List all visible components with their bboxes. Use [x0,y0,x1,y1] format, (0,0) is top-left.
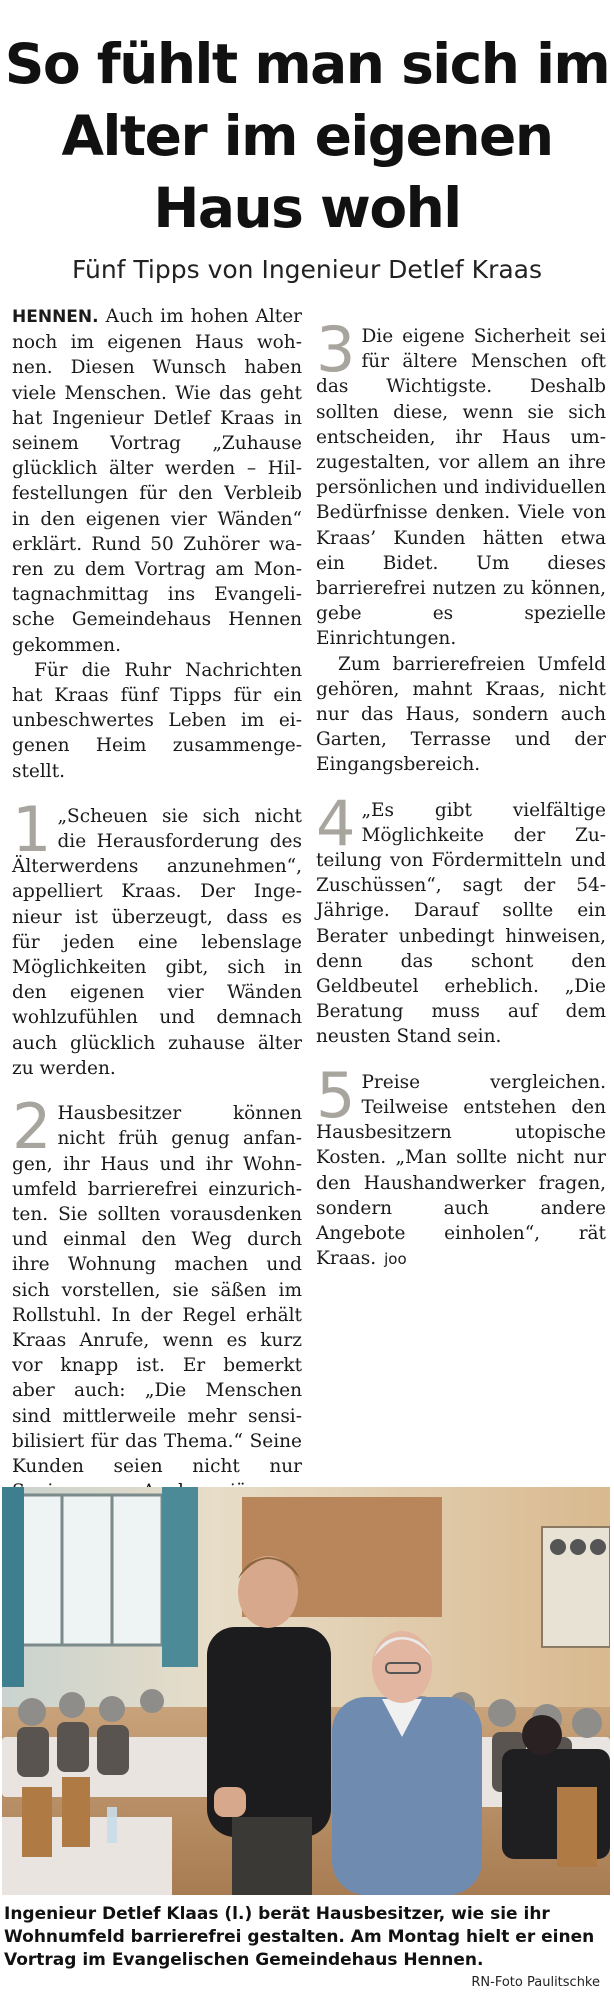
photo-illustration [2,1487,610,1895]
tip-3 [316,313,606,652]
subheadline: Fünf Tipps von Ingenieur Detlef Kraas [71,255,543,284]
author-initials: joo [384,1250,407,1269]
tip-3-text: Die eigene Sicherheit sei für ältere Menschen oft das Wichtigste. Deshalb sollten diese, wenn sie sich entscheiden, ihr Haus umzugestalten, vor allem an ihre persönlichen und individuellen Bedürfnisse denken. Viele von Kraas’ Kunden hätten etwa ein Bidet. Um dieses barrierefrei nutzen zu können, gebe es spezielle Einrichtungen. [316,326,606,650]
article-column-right [316,304,606,1272]
tip-1-text: „Scheuen sie sich nicht die Herausforderung des Älterwerdens anzunehmen“, appelliert Kraas. Der Ingenieur ist überzeugt, dass es für jeden eine lebenslage Möglichkeiten gibt, sich in den eigenen vier Wänden wohlzufühlen und demnach auch glücklich zuhause älter zu werden. [12,805,302,1079]
intro-paragraph [12,304,302,658]
tip-4-text: „Es gibt vielfältige Möglichkeite der Zuteilung von Fördermitteln und Zuschüssen“, sagt der 54-Jährige. Darauf sollte ein Berater unbedingt hinweisen, denn das schont den Geldbeutel erheblich. „Die Beratung muss auf dem neusten Stand sein. [316,799,606,1048]
tip-1 [12,792,302,1081]
photo-caption: Ingenieur Detlef Klaas (l.) berät Hausbesitzer, wie sie ihr Wohnumfeld barrierefrei gestalten. Am Montag hielt er einen Vortrag im Evangelischen Gemeindehaus Hennen. [4,1904,595,1970]
headline-line-1: So fühlt man sich im [4,32,610,96]
paragraph-2: Für die Ruhr Nachrichten hat Kraas fünf Tipps für ein unbeschwertes Leben im eigenen Heim zusammengestellt. [12,659,302,782]
tip-number-4: 4 [316,786,356,860]
tip-5-text: Preise vergleichen. Teilweise entstehen den Hausbesitzern utopische Kosten. „Man sollte nicht nur den Haushandwerker fragen, sondern auch andere Angebote einholen“, rät Kraas. [316,1071,606,1270]
tip-4 [316,786,606,1050]
headline-line-3: Haus wohl [153,176,461,240]
intro-text: Auch im hohen Alter noch im eigenen Haus wohnen. Diesen Wunsch haben viele Menschen. Wie das geht hat Ingenieur Detlef Kraas in seinem Vortrag „Zuhause glücklich älter werden – Hilfestellungen für den Verbleib in den eigenen vier Wänden“ erklärt. Rund 50 Zuhörer waren zu dem Vortrag am Montagnachmittag ins Evangelische Gemeindehaus Hennen gekommen. [12,306,302,656]
headline [0,28,614,244]
photo-credit: RN-Foto Paulitschke [471,1975,600,1990]
tip-3-continued: Zum barrierefreien Umfeld gehören, mahnt Kraas, nicht nur das Haus, sondern auch Garten, Terrasse und der Eingangsbereich. [316,653,606,776]
article-photo [2,1487,610,1895]
tip-number-3: 3 [316,313,356,386]
tip-5 [316,1058,606,1273]
tip-number-1: 1 [12,792,52,866]
headline-line-2: Alter im eigenen [61,104,553,168]
article-column-left [12,304,302,1580]
tip-2-text: Hausbesitzer können nicht früh genug anfangen, ihr Haus und ihr Wohnumfeld barrierefrei einzurichten. Sie sollten vorausdenken und einmal den Weg durch ihre Wohnung machen und sich vorstellen, sie säßen im Rollstuhl. In der Regel erhält Kraas Anrufe, wenn es kurz vor knapp ist. Er bemerkt aber auch: „Die Menschen sind mittlerweile mehr sensibilisiert für das Thema.“ Seine Kunden seien nicht nur [12,1103,302,1477]
tip-number-2: 2 [12,1090,52,1164]
dateline: HENNEN. [12,307,99,327]
tip-number-5: 5 [316,1058,356,1132]
